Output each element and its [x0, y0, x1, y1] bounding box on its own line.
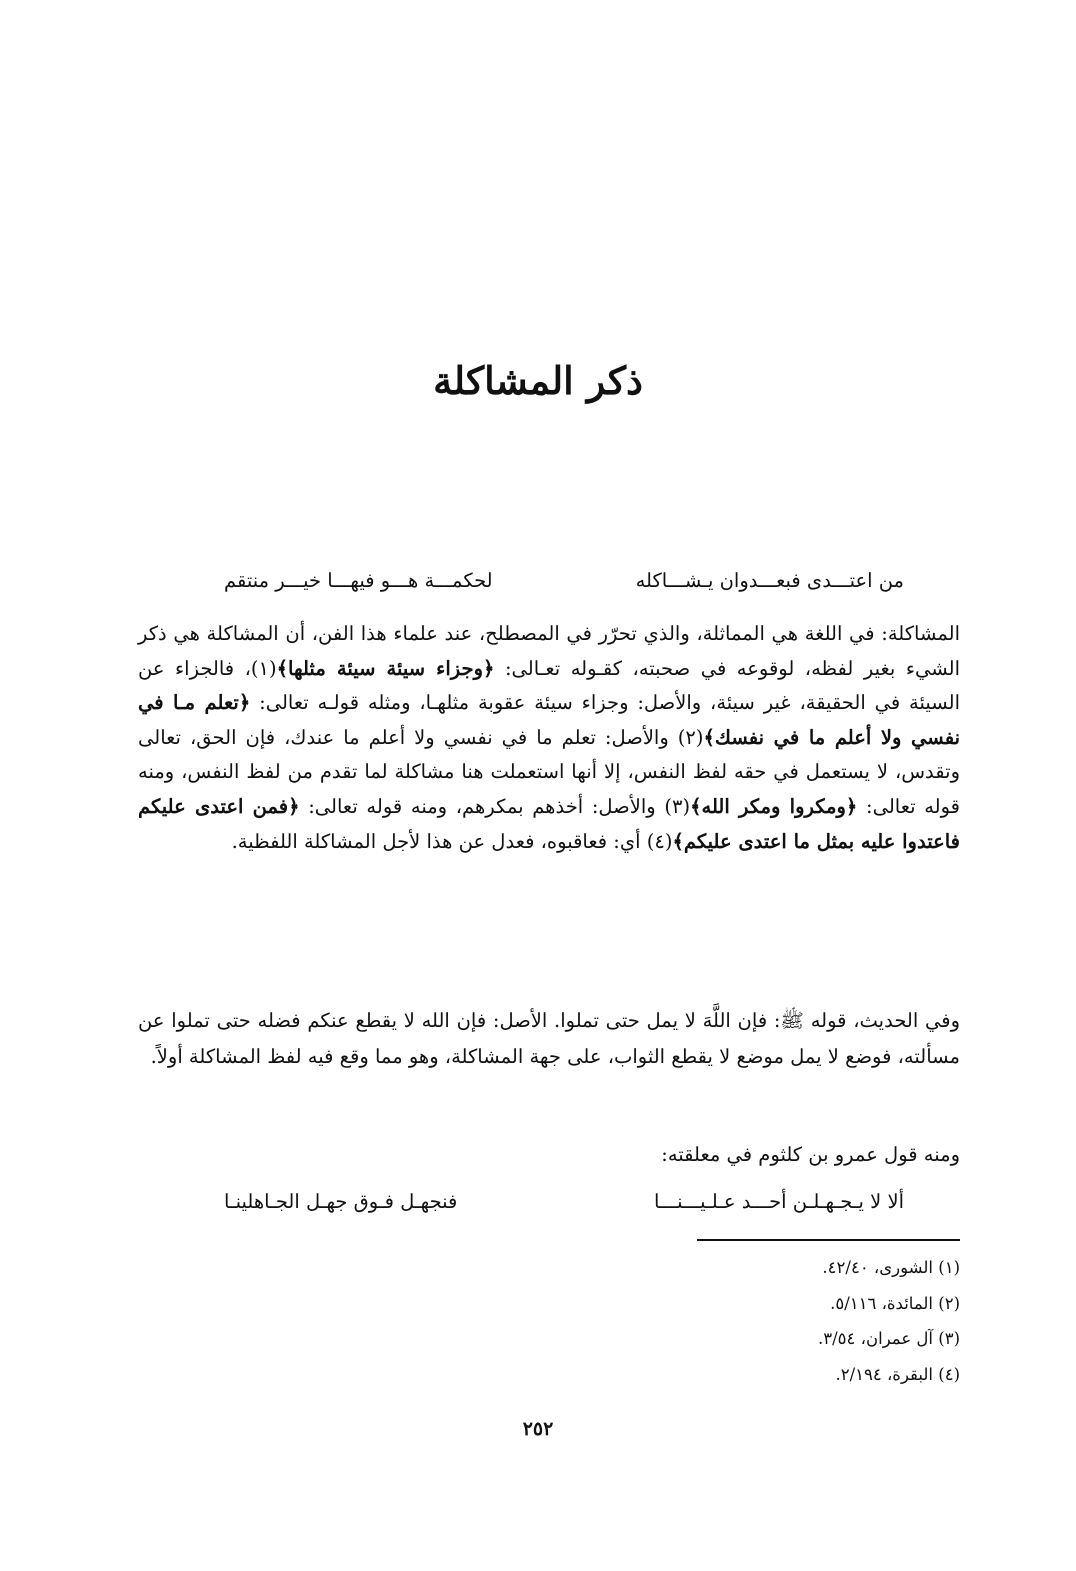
opening-verse-first-hemistich: من اعتـــدى فبعـــدوان يـشـــاكله	[635, 569, 904, 592]
paragraph-text: المشاكلة: في اللغة هي المماثلة، والذي تحرّر في المصطلح، عند علماء هذا الفن، أن المشاكلة هي ذكر الشيء بغير لفظه، لوقوعه في صحبته، كقـوله تعـالى:	[138, 622, 960, 680]
closing-verse-second-hemistich: فنجهـل فـوق جهـل الجـاهلينـا	[224, 1190, 458, 1213]
footnote-item: (٤) البقرة، ٢/١٩٤.	[835, 1364, 960, 1384]
paragraph-text: (٣) والأصل: أخذهم بمكرهم، ومنه قوله تعالى:	[308, 794, 691, 818]
footnote-divider	[697, 1239, 960, 1241]
quran-quote: ﴿وجزاء سيئة سيئة مثلها﴾	[276, 656, 495, 680]
paragraph-text: (٢) والأصل: تعلم ما في نفسي ولا أعلم ما عندك، فإن الحق، تعالى وتقدس، لا يستعمل في حقه لفظ النفس، إلا أنها استعملت هنا مشاكلة لما تقدم من لفظ النفس، ومنه قوله تعالى:	[138, 725, 960, 818]
opening-verse-second-hemistich: لحكمـــة هـــو فيهـــا خيـــر منتقم	[224, 569, 493, 592]
quran-quote: ﴿فمن اعتدى عليكم فاعتدوا عليه بمثل ما اعتدى عليكم﴾	[138, 794, 960, 853]
page-number: ٢٥٢	[522, 1418, 554, 1440]
closing-verse-first-hemistich: ألا لا يـجـهـلـن أحـــد عـلـيـــنـــا	[654, 1190, 904, 1213]
closing-verse	[138, 1190, 960, 1226]
footnote-item: (٢) المائدة، ٥/١١٦.	[830, 1293, 960, 1313]
paragraph-text: (١)، فالجزاء عن السيئة في الحقيقة، غير سيئة، والأصل: وجزاء سيئة عقوبة مثلهـا، ومثله قولـه تعالى:	[138, 656, 961, 715]
footnotes	[560, 1250, 960, 1392]
quran-quote: ﴿ومكروا ومكر الله﴾	[690, 794, 858, 818]
paragraph-hadith: وفي الحديث، قوله ﷺ: فإن اللَّهَ لا يمل حتى تملوا. الأصل: فإن الله لا يقطع عنكم فضله حتى تملوا عن مسألته، فوضع لا يمل موضع لا يقطع الثواب، على جهة المشاكلة، وهو مما وقع فيه لفظ المشاكلة أولاً.	[138, 1009, 960, 1068]
paragraph-text: (٤) أي: فعاقبوه، فعدل عن هذا لأجل المشاكلة اللفظية.	[231, 829, 673, 853]
opening-verse	[138, 569, 960, 605]
footnote-item: (٣) آل عمران، ٣/٥٤.	[818, 1329, 960, 1348]
quran-quote: ﴿تعلم مـا في نفسي ولا أعلم ما في نفسك﴾	[138, 691, 960, 749]
footnote-item: (١) الشورى، ٤٢/٤٠.	[822, 1258, 960, 1277]
paragraph-poetry-intro: ومنه قول عمرو بن كلثوم في معلقته:	[661, 1143, 960, 1166]
paragraph-definition	[138, 617, 960, 859]
page-title: ذكر المشاكلة	[433, 358, 643, 403]
